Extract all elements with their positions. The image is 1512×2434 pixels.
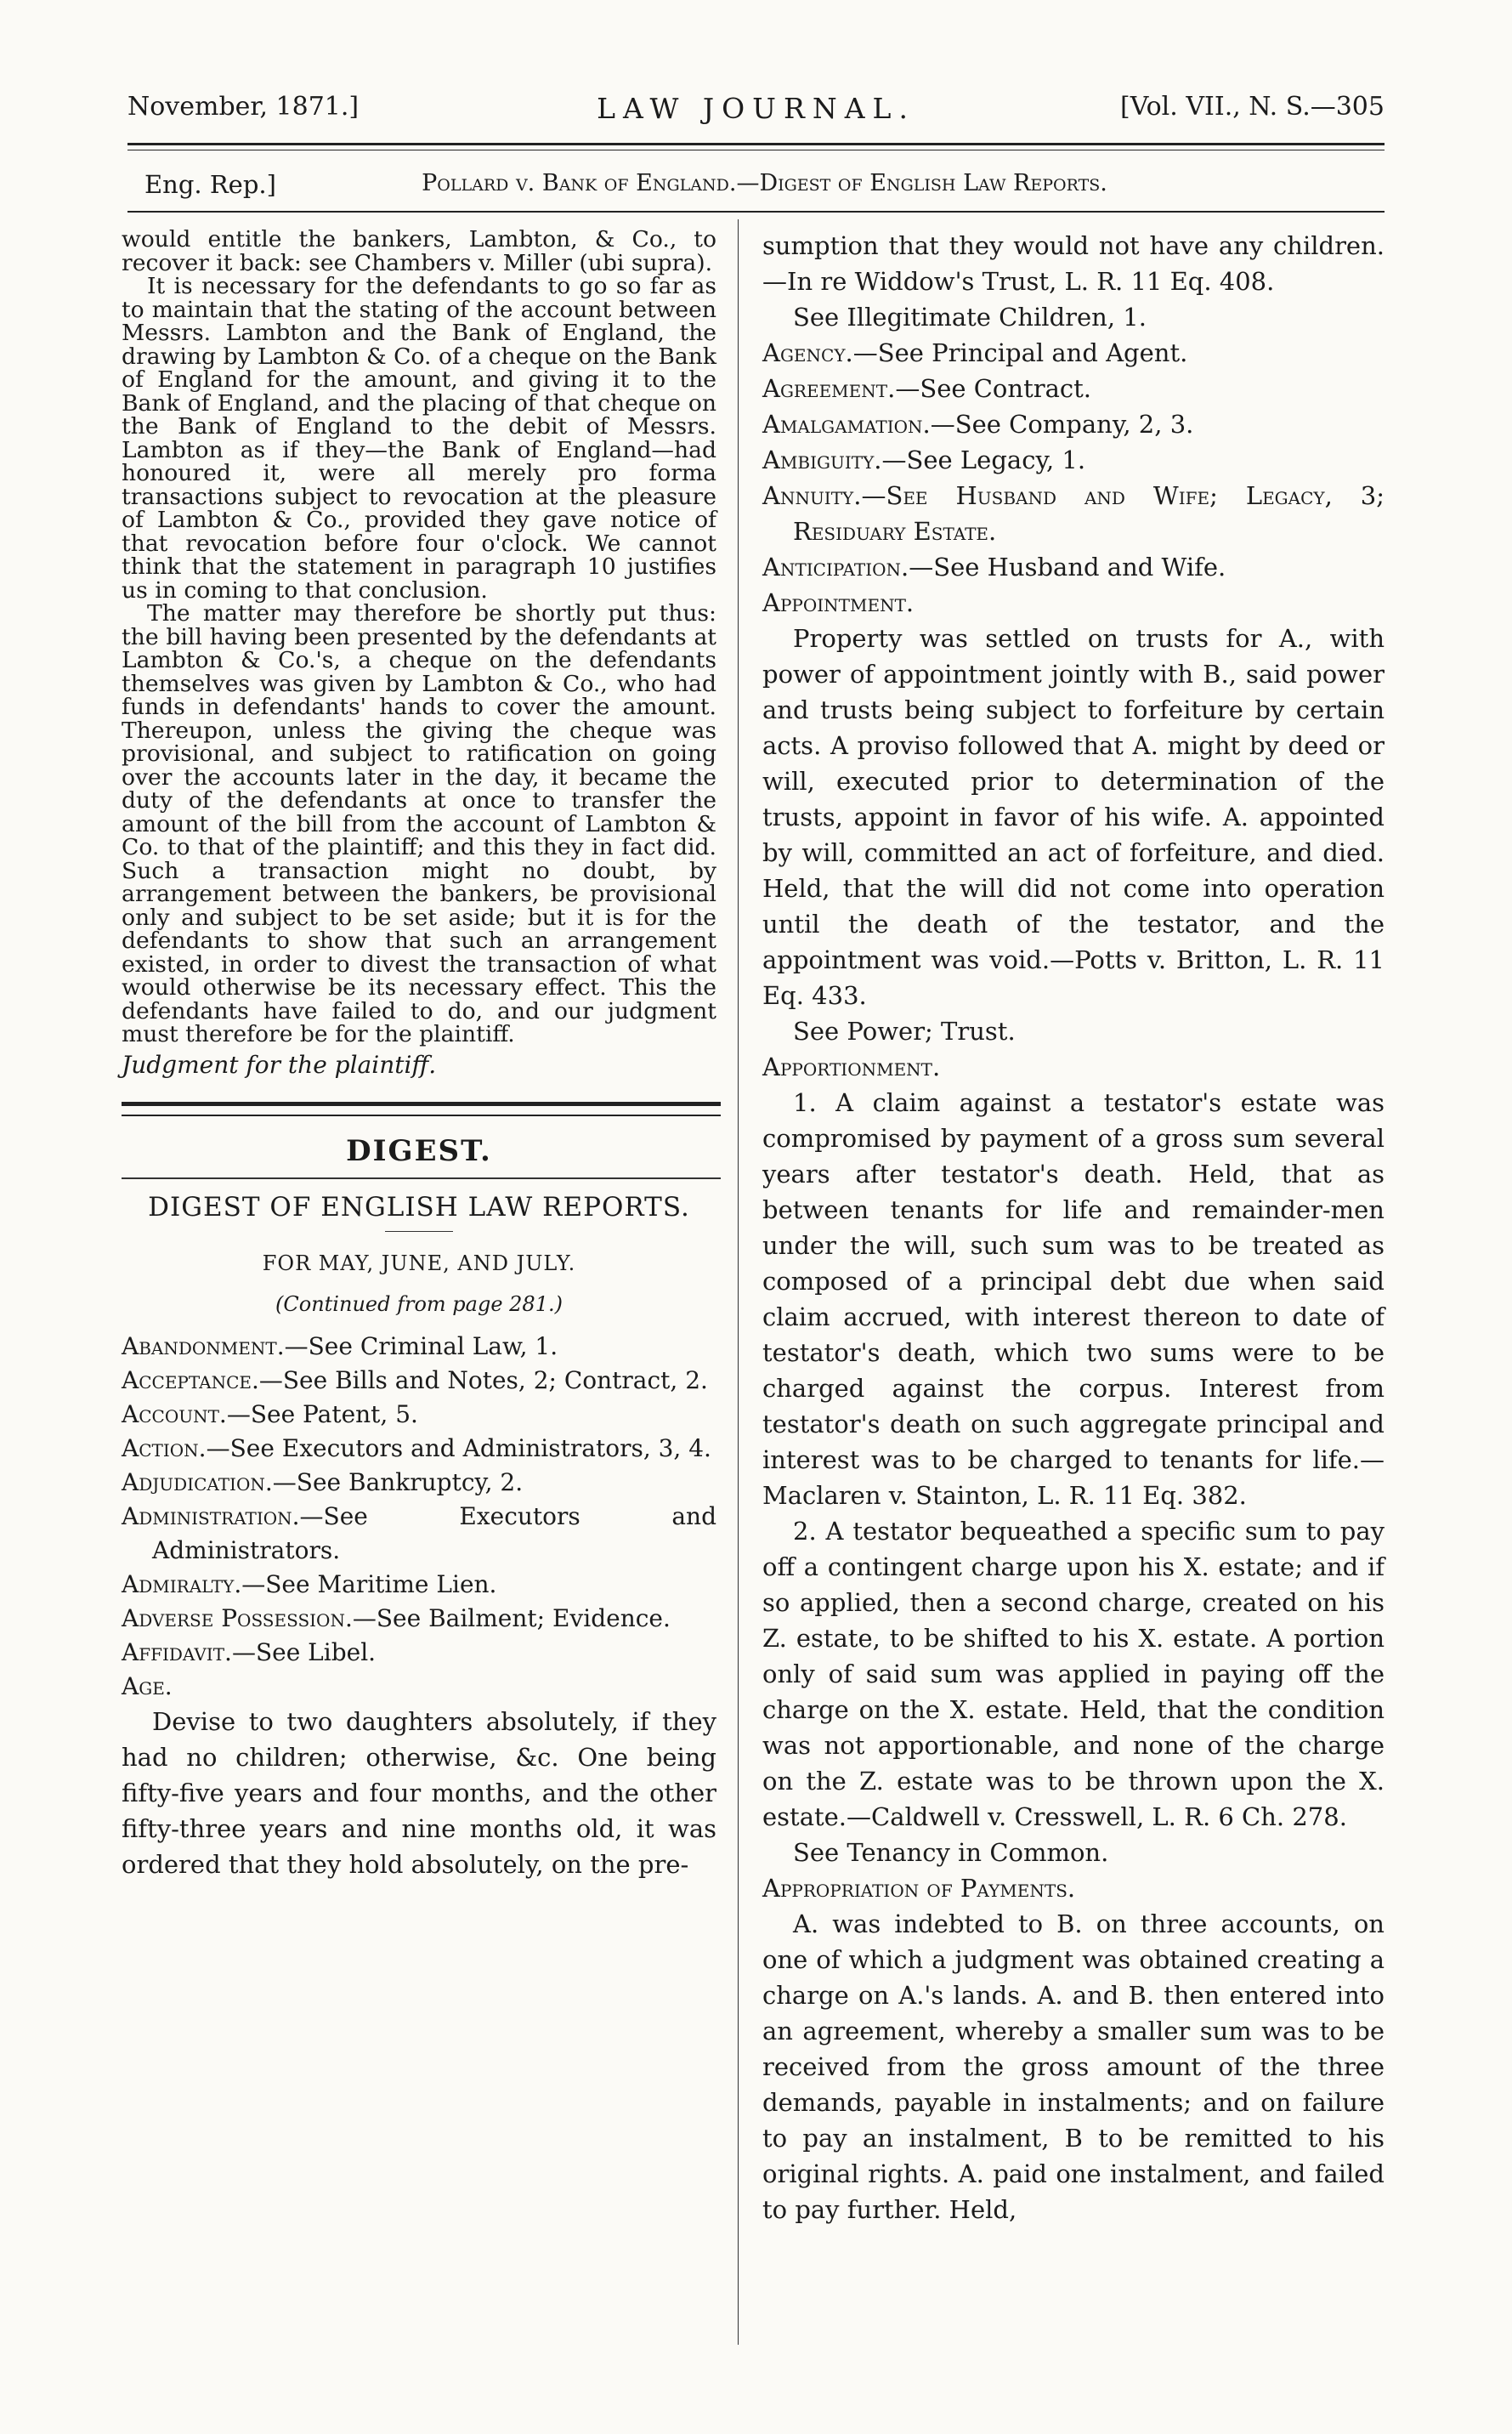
- column-divider: [738, 219, 739, 2345]
- digest-entry: Anticipation.—See Husband and Wife.: [762, 553, 1226, 582]
- see-also: See Power; Trust.: [793, 1017, 1016, 1046]
- case-paragraph: It is necessary for the defendants to go so far as to maintain that the stating of the account between Messrs. Lambton and the Bank of England, the drawing by Lambton & Co. of a cheque on the Bank of England for the amount, and giving it to the Bank of England, and the placing of that cheque on the Bank of England to the debit of Messrs. Lambton as if they—the Bank of England—had honoured it, were all merely pro forma transactions subject to revocation at the pleasure of Lambton & Co., provided they gave notice of that revocation before four o'clock. We cannot think that the statement in paragraph 10 justifies us in coming to that conclusion.: [122, 273, 716, 604]
- digest-subtitle: DIGEST OF ENGLISH LAW REPORTS.: [148, 1191, 690, 1223]
- journal-title: LAW JOURNAL.: [597, 92, 915, 125]
- see-also: See Illegitimate Children, 1.: [793, 303, 1147, 332]
- volume-page: [Vol. VII., N. S.—305: [1119, 92, 1385, 122]
- digest-entry: Adjudication.—See Bankruptcy, 2.: [122, 1468, 524, 1496]
- issue-date: November, 1871.]: [127, 92, 360, 122]
- left-column: [122, 228, 716, 1882]
- digest-body: A. was indebted to B. on three accounts, on one of which a judgment was obtained creating a charge on A.'s lands. A. and B. then entered into an agreement, whereby a smaller sum was to be received from the gross amount of the three demands, payable in instalments; and on failure to pay an instalment, B to be remitted to his original rights. A. paid one instalment, and failed to pay further. Held,: [762, 1909, 1385, 2224]
- section-title: Pollard v. Bank of England.—Digest of English Law Reports.: [422, 170, 1107, 196]
- digest-entry: Annuity.—See Husband and Wife; Legacy, 3; Residuary Estate.: [762, 481, 1385, 546]
- digest-entry: Agency.—See Principal and Agent.: [762, 338, 1188, 367]
- digest-entry: Admiralty.—See Maritime Lien.: [122, 1570, 497, 1598]
- digest-heading: DIGEST.: [346, 1134, 492, 1168]
- digest-entry: Agreement.—See Contract.: [762, 374, 1091, 403]
- digest-entry: Ambiguity.—See Legacy, 1.: [762, 445, 1086, 474]
- digest-entry: Adverse Possession.—See Bailment; Evidence.: [122, 1604, 671, 1632]
- digest-period: FOR MAY, JUNE, AND JULY.: [262, 1251, 576, 1275]
- digest-body: 2. A testator bequeathed a specific sum to pay off a contingent charge upon his X. estate; and if so applied, then a second charge, created on his Z. estate, to be shifted to his X. estate. A portion only of said sum was applied in paying off the charge on the X. estate. Held, that the condition was not apportionable, and none of the charge on the Z. estate was to be thrown upon the X. estate.—Caldwell v. Cresswell, L. R. 6 Ch. 278.: [762, 1517, 1385, 1831]
- digest-heading-entry: Appropriation of Payments.: [762, 1874, 1076, 1903]
- digest-entry: Affidavit.—See Libel.: [122, 1638, 377, 1666]
- digest-entry: Amalgamation.—See Company, 2, 3.: [762, 410, 1194, 439]
- digest-entry: Appointment.: [762, 588, 915, 617]
- digest-body: 1. A claim against a testator's estate was compromised by payment of a gross sum several years after testator's death. Held, that as between tenants for life and remainder-men under the will, such sum was to be treated as composed of a principal debt due when said claim accrued, with interest thereon to date of testator's death, which two sums were to be charged against the corpus. Interest from testator's death on such aggregate principal and interest was to be charged to tenants for life.—Maclaren v. Stainton, L. R. 11 Eq. 382.: [762, 1088, 1385, 1510]
- digest-body: Devise to two daughters absolutely, if they had no children; otherwise, &c. One being fifty-five years and four months, and the other fifty-three years and nine months old, it was ordered that they hold absolutely, on the pre-: [122, 1707, 716, 1879]
- header-rule: [127, 211, 1385, 213]
- running-head: [127, 92, 1385, 134]
- right-column: [762, 228, 1385, 2227]
- digest-rule: [122, 1177, 721, 1179]
- short-rule: [385, 1231, 453, 1232]
- see-also: See Tenancy in Common.: [793, 1838, 1109, 1867]
- digest-entries: [122, 1330, 716, 1882]
- digest-body: Property was settled on trusts for A., with power of appointment jointly with B., said power and trusts being subject to forfeiture by certain acts. A proviso followed that A. might by deed or will, executed prior to determination of the trusts, appoint in favor of his wife. A. appointed by will, committed an act of forfeiture, and died. Held, that the will did not come into operation until the death of the testator, and the appointment was void.—Potts v. Britton, L. R. 11 Eq. 433.: [762, 624, 1385, 1010]
- digest-entry: Account.—See Patent, 5.: [122, 1400, 418, 1428]
- section-label: Eng. Rep.]: [144, 170, 276, 199]
- digest-entry: Acceptance.—See Bills and Notes, 2; Contract, 2.: [122, 1366, 708, 1394]
- case-paragraph: The matter may therefore be shortly put thus: the bill having been presented by the defendants at Lambton & Co.'s, a cheque on the defendants themselves was given by Lambton & Co., who had funds in defendants' hands to cover the amount. Thereupon, unless the giving the cheque was provisional, and subject to ratification on going over the accounts later in the day, it became the duty of the defendants at once to transfer the amount of the bill from the account of Lambton & Co. to that of the plaintiff; and this they in fact did. Such a transaction might no doubt, by arrangement between the bankers, be provisional only and subject to be set aside; but it is for the defendants to show that such an arrangement existed, in order to divest the transaction of what would otherwise be its necessary effect. This the defendants have failed to do, and our judgment must therefore be for the plaintiff.: [122, 600, 716, 1047]
- digest-entry: Administration.—See Executors and Administrators.: [122, 1502, 716, 1564]
- digest-body: sumption that they would not have any children.—In re Widdow's Trust, L. R. 11 Eq. 408.: [762, 231, 1385, 296]
- header-double-rule: [127, 143, 1385, 150]
- digest-entry: Abandonment.—See Criminal Law, 1.: [122, 1332, 558, 1360]
- digest-heading-entry: Apportionment.: [762, 1052, 941, 1081]
- judgment-line: Judgment for the plaintiff.: [122, 1050, 437, 1079]
- digest-entry: Action.—See Executors and Administrators, 3, 4.: [122, 1434, 711, 1462]
- continued-note: (Continued from page 281.): [275, 1291, 563, 1316]
- digest-entry: Age.: [122, 1672, 173, 1700]
- section-head: [144, 170, 1385, 207]
- section-divider: [122, 1102, 721, 1116]
- case-paragraph: would entitle the bankers, Lambton, & Co., to recover it back: see Chambers v. Miller (ubi supra).: [122, 226, 716, 276]
